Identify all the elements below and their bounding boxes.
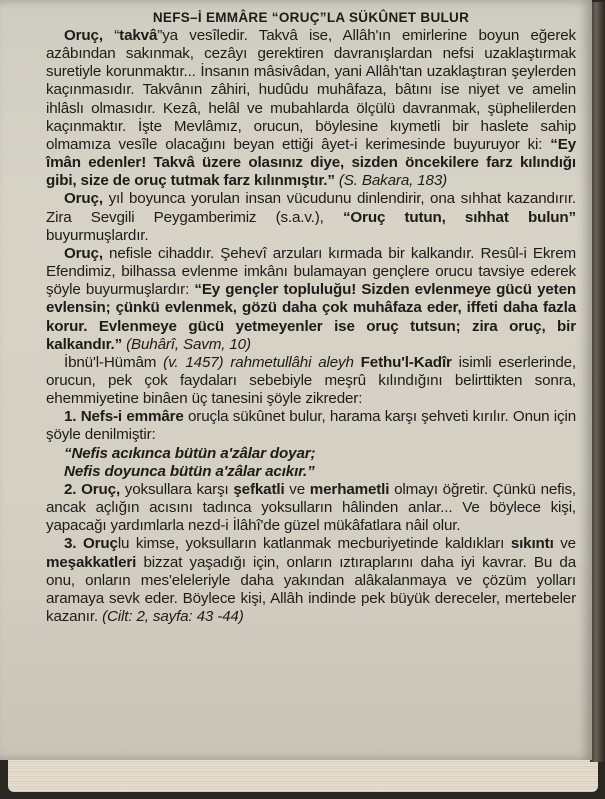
point-label: 2. Oruç, (64, 480, 121, 498)
paragraph-ibnul-humam (46, 354, 576, 408)
term-oruc: Oruç, (64, 244, 103, 262)
paragraph-takva (46, 27, 576, 190)
term-oruc: Oruç, (64, 190, 103, 208)
text-span: ”ya vesîledir. Takvâ ise, Allâh'ın emirlerine boyun eğerek azâbından sakınmak, cezâyı gerektiren davranışlardan nefsi uzaklaştırmak suretiyle korunmaktır... İnsanın mâsivâdan, yani Allâh'tan uzaklaştıran şeylerden kaçınmasıdır. Takvânın zâhiri, hudûdu muhâfaza, bâtını ise niyet ve amelin ihlâslı olmasıdır. Kezâ, helâl ve mubahlarda ölçülü davranmak, şüphelilerden kaçınmaktır. İşte Mevlâmız, orucun, böylesine kıymetli bir haslete sahip olmamıza vesîle olacağını beyan ettiği âyet-i kerimesinde buyuruyor ki: (46, 27, 576, 153)
book-spine-shadow (590, 2, 605, 762)
text-span: bizzat yaşadığı için, onların ıztıraplarını daha iyi kavrar. Bu da onu, onların mes'eleleriyle daha yakından alâkalanmaya ve çözüm yolları aramaya sevk eder. Böylece kişi, Allâh indinde pek büyük dereceler, mertebeler kazanır. (46, 553, 576, 625)
citation: (S. Bakara, 183) (338, 172, 448, 190)
text-span: İbnü'l-Hümâm (64, 353, 164, 371)
term-mesakkat: meşakkatleri (46, 553, 137, 571)
text-span: “ (102, 27, 120, 44)
text-span: lu kimse, yoksulların katlanmak mecburiyetinde kaldıkları (117, 535, 511, 553)
book-title: Fethu'l-Kadîr (360, 353, 452, 371)
quote-line-1: “Nefis acıkınca bütün a'zâlar doyar; (64, 444, 316, 462)
citation: (Buhârî, Savm, 10) (126, 335, 251, 353)
text-span: ve (284, 480, 310, 498)
text-span: yoksullara karşı (120, 480, 234, 498)
term-sikinti: sıkıntı (510, 535, 554, 553)
quote-line-2: Nefis doyunca bütün a'zâlar acıkır.” (64, 462, 315, 480)
hadith-quote: “Oruç tutun, sıhhat bulun” (342, 208, 576, 226)
author-note: (v. 1457) rahmetullâhi aleyh (163, 353, 354, 371)
text-span: buyurmuşlardır. (46, 226, 149, 244)
verse-quote: “Ey îmân edenler! Takvâ üzere olasınız diye, sizden öncekilere farz kılındığı gibi, size de oruç tutmak farz kılınmıştır.” (46, 135, 576, 190)
term-oruc: Oruç, (64, 27, 103, 44)
paragraph-shield (46, 245, 576, 354)
point-3 (46, 535, 576, 626)
term-takva: takvâ (119, 27, 158, 44)
citation: (Cilt: 2, sayfa: 43 -44) (102, 608, 244, 625)
point-2 (46, 481, 576, 535)
section-heading: NEFS–İ EMMÂRE “ORUÇ”LA SÜKÛNET BULUR (152, 10, 470, 25)
page-text (46, 10, 576, 626)
term-sefkatli: şefkatli (233, 480, 285, 498)
text-span: olmayı öğretir. Çünkü nefis, ancak açlığın acısını tadınca yoksulların hâlinden anlar... Ve böylece kişi, yapacağı yardımlarla nezd-i İlâhî'de güzel mükâfatlara nâil olur. (46, 480, 576, 535)
text-span: oruçla sükûnet bulur, harama karşı şehveti kırılır. Onun için şöyle denilmiştir: (46, 408, 576, 444)
text-span: ve (553, 535, 576, 553)
hadith-quote: “Ey gençler topluluğu! Sizden evlenmeye gücü yeten evlensin; çünkü evlenmek, gözü daha çok muhâfaza eder, iffeti daha fazla korur. Evlenmeye gücü yetmeyenler ise oruç tutsun; zira oruç, bir kalkandır.” (46, 281, 576, 353)
text-span: nefisle cihaddır. Şehevî arzuları kırmada bir kalkandır. Resûl-i Ekrem Efendimiz, bilhassa evlenme imkânı bulamayan gençlere orucu tavsiye ederek şöyle buyurmuşlardır: (46, 244, 576, 299)
paragraph-health (46, 190, 576, 244)
point-label: 1. Nefs-i emmâre (64, 408, 184, 426)
text-span (354, 354, 361, 371)
text-span: isimli eserlerinde, orucun, pek çok faydaları sebebiyle meşrû kılındığını belirttikten sonra, ehemmiyetine binâen üç tanesini şöyle zikreder: (46, 353, 576, 408)
text-span: yıl boyunca yorulan insan vücudunu dinlendirir, ona sıhhat kazandırır. Zira Sevgili Peygamberimiz (s.a.v.), (46, 190, 576, 226)
point-label: 3. Oruç (64, 535, 118, 553)
term-merhametli: merhametli (309, 480, 390, 498)
point-1 (46, 408, 576, 444)
